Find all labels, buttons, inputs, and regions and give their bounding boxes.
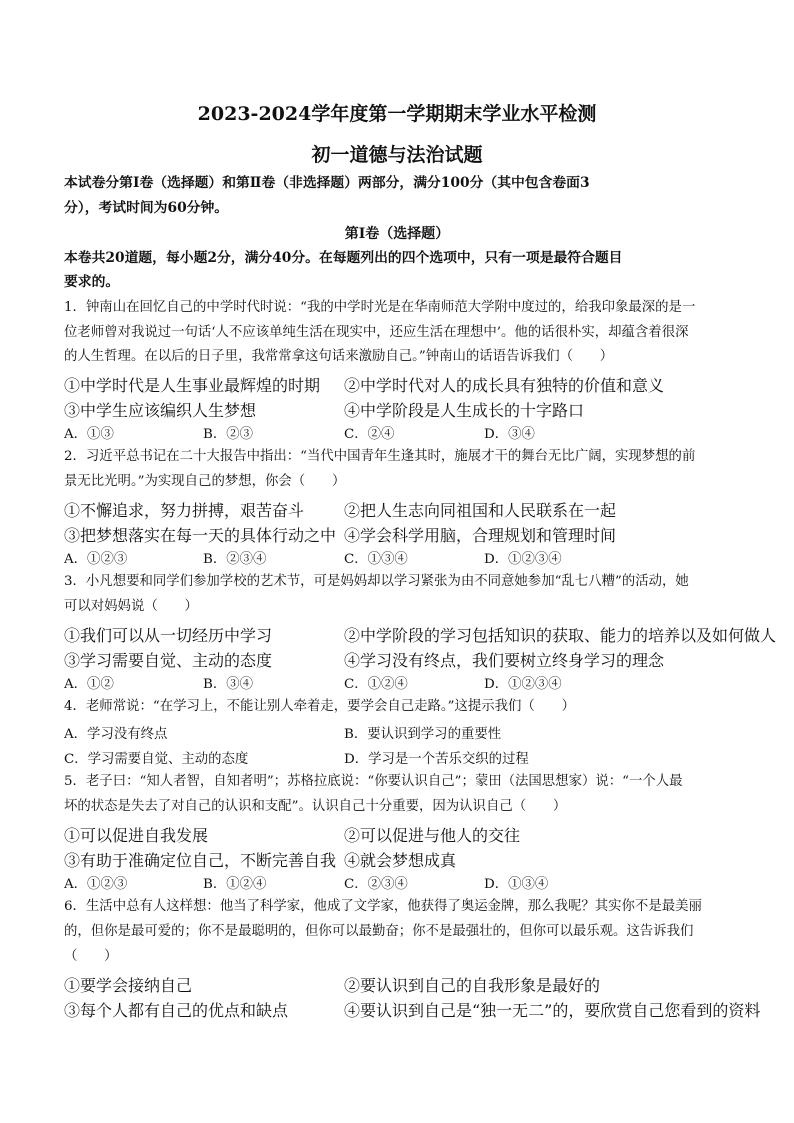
- q1-statements-row-1: [64, 373, 794, 395]
- q6-statements-row-2: [64, 998, 794, 1020]
- q1-statement-3: ③中学生应该编织人生梦想: [64, 401, 257, 420]
- q3-stem-2: 可以对妈妈说（ ）: [64, 599, 198, 614]
- q4-stem-1: 4．老师常说：“在学习上，不能让别人牵着走，要学会自己走路。”这提示我们（ ）: [64, 699, 575, 714]
- q2-statement-2: ②把人生志向同祖国和人民联系在一起: [344, 501, 617, 520]
- q1-stem-3: 的人生哲理。在以后的日子里，我常常拿这句话来激励自己。”钟南山的话语告诉我们（ ）: [64, 349, 614, 364]
- q3-statements-row-2: [64, 648, 794, 670]
- q3-options: [64, 673, 794, 691]
- q5-statement-3: ③有助于准确定位自己，不断完善自我: [64, 851, 337, 870]
- intro-line-1: 本试卷分第Ⅰ卷（选择题）和第Ⅱ卷（非选择题）两部分，满分100分（其中包含卷面3: [64, 175, 590, 191]
- q1-stem-1: 1．钟南山在回忆自己的中学时代时说：“我的中学时光是在华南师范大学附中度过的，给我印象最深的是一: [64, 300, 696, 315]
- q1-option-a[interactable]: A．①③: [64, 427, 114, 442]
- q5-option-c[interactable]: C．②③④: [344, 877, 408, 892]
- q3-statement-4: ④学习没有终点，我们要树立终身学习的理念: [344, 651, 665, 670]
- q5-statement-2: ②可以促进与他人的交往: [344, 826, 521, 845]
- q1-statement-4: ④中学阶段是人生成长的十字路口: [344, 401, 585, 420]
- q6-statements-row-1: [64, 973, 794, 995]
- q1-option-c[interactable]: C．②④: [344, 427, 395, 442]
- q3-statements-row-1: [64, 623, 794, 645]
- q3-statement-1: ①我们可以从一切经历中学习: [64, 626, 273, 645]
- q2-stem-1: 2．习近平总书记在二十大报告中指出：“当代中国青年生逢其时，施展才干的舞台无比广阔，实现梦想的前: [64, 449, 696, 464]
- q2-statement-3: ③把梦想落实在每一天的具体行动之中: [64, 526, 337, 545]
- q2-option-b[interactable]: B．②③④: [203, 552, 267, 567]
- q1-statement-2: ②中学时代对人的成长具有独特的价值和意义: [344, 376, 665, 395]
- q2-stem-2: 景无比光明。”为实现自己的梦想，你会（ ）: [64, 474, 346, 489]
- q4-option-b[interactable]: B．要认识到学习的重要性: [344, 727, 502, 742]
- q6-statement-4: ④要认识到自己是“独一无二”的，要欣赏自己您看到的资料: [344, 1001, 761, 1020]
- q3-stem-1: 3．小凡想要和同学们参加学校的艺术节，可是妈妈却以学习紧张为由不同意她参加“乱七八糟”的活动，她: [64, 574, 689, 589]
- q1-option-b[interactable]: B．②③: [203, 427, 254, 442]
- q2-statement-1: ①不懈追求，努力拼搏，艰苦奋斗: [64, 501, 305, 520]
- q2-option-d[interactable]: D．①②③④: [484, 552, 562, 567]
- q3-statement-2: ②中学阶段的学习包括知识的获取、能力的培养以及如何做人: [344, 626, 777, 645]
- q3-statement-3: ③学习需要自觉、主动的态度: [64, 651, 273, 670]
- q5-statements-row-2: [64, 848, 794, 870]
- q4-option-a[interactable]: A．学习没有终点: [64, 727, 168, 742]
- q4-option-d[interactable]: D．学习是一个苦乐交织的过程: [344, 752, 529, 767]
- q5-stem-1: 5．老子曰：“知人者智，自知者明”；苏格拉底说：“你要认识自己”；蒙田（法国思想家）说：“一个人最: [64, 774, 683, 789]
- q2-statements-row-2: [64, 523, 794, 545]
- q4-options-row-2: [64, 748, 794, 766]
- q5-statement-4: ④就会梦想成真: [344, 851, 457, 870]
- q5-statements-row-1: [64, 823, 794, 845]
- q6-stem-3: （ ）: [64, 949, 118, 964]
- q5-option-b[interactable]: B．①②④: [203, 877, 267, 892]
- exam-subject: 初一道德与法治试题: [311, 144, 483, 166]
- section-title: 第Ⅰ卷（选择题）: [344, 226, 450, 242]
- q1-option-d[interactable]: D．③④: [484, 427, 535, 442]
- q5-option-d[interactable]: D．①③④: [484, 877, 549, 892]
- q3-option-d[interactable]: D．①②③④: [484, 677, 562, 692]
- q1-statements-row-2: [64, 398, 794, 420]
- q6-statement-3: ③每个人都有自己的优点和缺点: [64, 1001, 289, 1020]
- q1-statement-1: ①中学时代是人生事业最辉煌的时期: [64, 376, 321, 395]
- q5-statement-1: ①可以促进自我发展: [64, 826, 209, 845]
- q1-options: [64, 423, 794, 441]
- q3-option-c[interactable]: C．①②④: [344, 677, 408, 692]
- intro-line-2: 分），考试时间为60分钟。: [64, 200, 229, 216]
- q2-option-a[interactable]: A．①②③: [64, 552, 128, 567]
- q4-options-row-1: [64, 723, 794, 741]
- q5-stem-2: 坏的状态是失去了对自己的认识和支配”。认识自己十分重要，因为认识自己（ ）: [64, 799, 567, 814]
- q6-statement-1: ①要学会接纳自己: [64, 976, 193, 995]
- q2-statement-4: ④学会科学用脑，合理规划和管理时间: [344, 526, 617, 545]
- exam-title: 2023-2024学年度第一学期期末学业水平检测: [197, 103, 597, 125]
- q4-option-c[interactable]: C．学习需要自觉、主动的态度: [64, 752, 249, 767]
- q5-options: [64, 873, 794, 891]
- q5-option-a[interactable]: A．①②③: [64, 877, 128, 892]
- q2-option-c[interactable]: C．①③④: [344, 552, 408, 567]
- q6-statement-2: ②要认识到自己的自我形象是最好的: [344, 976, 601, 995]
- q3-option-a[interactable]: A．①②: [64, 677, 114, 692]
- q1-stem-2: 位老师曾对我说过一句话‘人不应该单纯生活在现实中，还应生活在理想中’。他的话很朴实，却蕴含着很深: [64, 325, 689, 340]
- q3-option-b[interactable]: B．③④: [203, 677, 254, 692]
- section-desc-2: 要求的。: [64, 274, 120, 290]
- section-desc-1: 本卷共20道题，每小题2分，满分40分。在每题列出的四个选项中，只有一项是最符合题目: [64, 250, 623, 266]
- q6-stem-1: 6．生活中总有人这样想：他当了科学家，他成了文学家，他获得了奥运金牌，那么我呢？其实你不是最美丽: [64, 899, 702, 914]
- q2-statements-row-1: [64, 498, 794, 520]
- q2-options: [64, 548, 794, 566]
- q6-stem-2: 的，但你是最可爱的；你不是最聪明的，但你可以最勤奋；你不是最强壮的，但你可以最乐观。这告诉我们: [64, 924, 694, 939]
